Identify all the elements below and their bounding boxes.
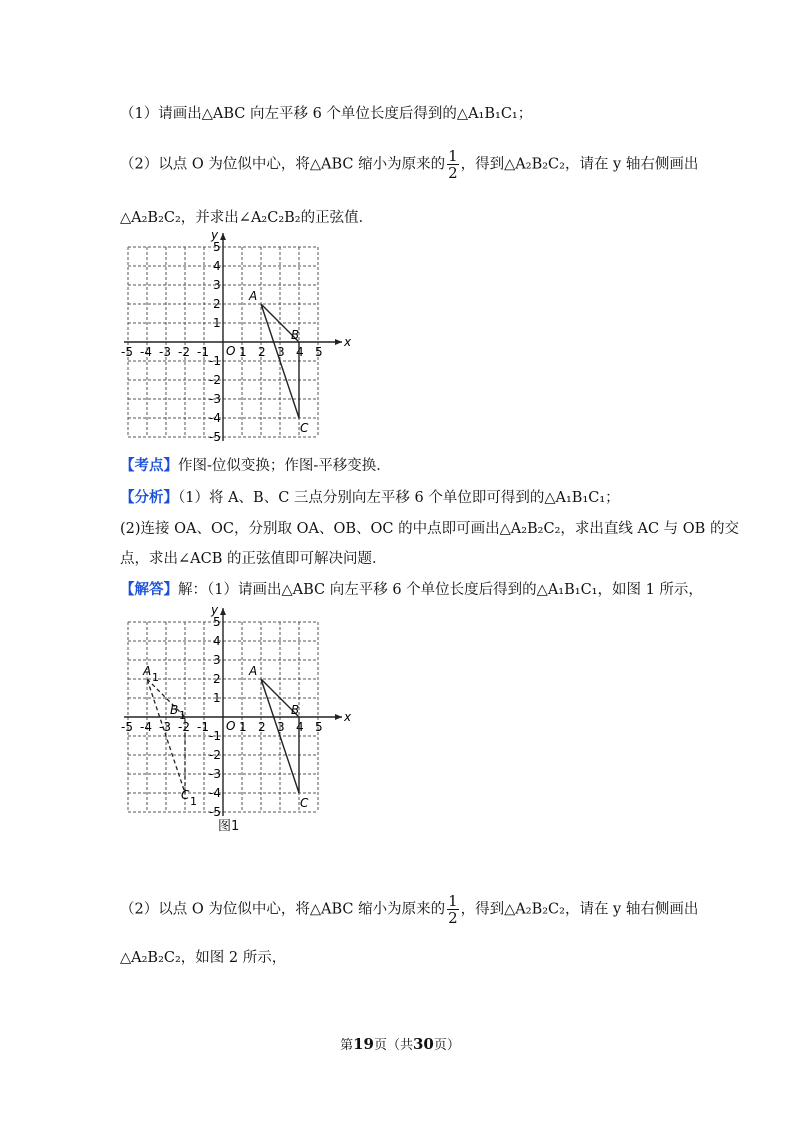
x-tick-label: -3 bbox=[159, 720, 171, 734]
x-tick-label: 3 bbox=[277, 720, 285, 734]
fenxi-text-1: （1）将 A、B、C 三点分别向左平移 6 个单位即可得到的△A₁B₁C₁； bbox=[178, 490, 620, 506]
x-tick-label: -3 bbox=[159, 345, 171, 359]
point-label-c1-sub: 1 bbox=[190, 795, 197, 808]
point-label-c1: C bbox=[181, 788, 190, 802]
y-tick-label: -3 bbox=[209, 392, 221, 406]
point-label-c: C bbox=[300, 796, 309, 810]
y-axis-arrow bbox=[220, 233, 226, 240]
origin-label: O bbox=[226, 719, 236, 733]
answer-fraction-denominator: 2 bbox=[448, 909, 458, 927]
y-tick-label: 5 bbox=[213, 615, 221, 629]
fraction-one-half bbox=[447, 148, 459, 181]
x-axis-arrow bbox=[335, 339, 342, 345]
jieda-line bbox=[120, 578, 703, 599]
answer-2-line-1 bbox=[120, 893, 698, 926]
origin-label: O bbox=[226, 344, 236, 358]
point-label-a1-sub: 1 bbox=[152, 671, 159, 684]
footer-middle: 页（共 bbox=[373, 1038, 413, 1053]
page-footer bbox=[0, 1034, 800, 1053]
fenxi-line-1 bbox=[120, 486, 620, 507]
x-tick-label: 2 bbox=[258, 720, 266, 734]
x-tick-label: 1 bbox=[239, 720, 247, 734]
coordinate-figure-1 bbox=[121, 603, 352, 821]
y-tick-label: 4 bbox=[213, 634, 221, 648]
y-tick-label: -2 bbox=[209, 373, 221, 387]
coordinate-grid-figure-1 bbox=[121, 603, 352, 819]
point-label-a: A bbox=[249, 289, 258, 303]
x-tick-label: 2 bbox=[258, 345, 266, 359]
footer-total-pages: 30 bbox=[413, 1035, 434, 1053]
y-axis-label: y bbox=[211, 228, 219, 242]
x-tick-label: 1 bbox=[239, 345, 247, 359]
y-tick-label: 2 bbox=[213, 672, 221, 686]
kaodian-tag: 【考点】 bbox=[120, 457, 178, 474]
y-tick-label: 3 bbox=[213, 653, 221, 667]
fenxi-line-2: (2)连接 OA、OC，分别取 OA、OB、OC 的中点即可画出△A₂B₂C₂，求出直线 AC 与 OB 的交 bbox=[120, 521, 739, 537]
y-tick-label: -3 bbox=[209, 767, 221, 781]
jieda-tag: 【解答】 bbox=[120, 581, 178, 598]
x-tick-label: 5 bbox=[315, 345, 323, 359]
y-tick-label: 1 bbox=[213, 691, 221, 705]
footer-page-number: 19 bbox=[353, 1035, 374, 1053]
kaodian-text: 作图-位似变换；作图-平移变换． bbox=[178, 458, 391, 474]
y-tick-label: 5 bbox=[213, 240, 221, 254]
fraction-denominator: 2 bbox=[448, 164, 458, 182]
x-tick-label: -5 bbox=[121, 345, 133, 359]
fraction-numerator: 1 bbox=[448, 147, 458, 165]
question-2-prefix: （2）以点 O 为位似中心，将△ABC 缩小为原来的 bbox=[120, 156, 446, 173]
point-label-a1: A bbox=[143, 664, 152, 678]
x-tick-label: -4 bbox=[140, 720, 152, 734]
point-label-b: B bbox=[291, 328, 300, 342]
point-label-c: C bbox=[300, 421, 309, 435]
y-tick-label: -5 bbox=[209, 805, 221, 819]
jieda-text: 解：（1）请画出△ABC 向左平移 6 个单位长度后得到的△A₁B₁C₁，如图 1 所示， bbox=[178, 582, 703, 598]
question-2-line-2: △A₂B₂C₂，并求出∠A₂C₂B₂的正弦值． bbox=[120, 210, 374, 226]
y-tick-label: 4 bbox=[213, 259, 221, 273]
y-tick-label: -1 bbox=[209, 729, 221, 743]
y-tick-label: 1 bbox=[213, 316, 221, 330]
fenxi-tag: 【分析】 bbox=[120, 489, 178, 506]
fenxi-line-3: 点，求出∠ACB 的正弦值即可解决问题． bbox=[120, 551, 387, 567]
x-tick-label: -5 bbox=[121, 720, 133, 734]
y-tick-label: -2 bbox=[209, 748, 221, 762]
y-tick-label: -4 bbox=[209, 411, 221, 425]
question-2-line-1 bbox=[120, 148, 698, 181]
point-label-b: B bbox=[291, 703, 300, 717]
x-tick-label: -2 bbox=[178, 720, 190, 734]
footer-prefix: 第 bbox=[340, 1038, 354, 1053]
x-tick-label: -2 bbox=[178, 345, 190, 359]
kaodian-line bbox=[120, 454, 391, 475]
x-tick-label: -1 bbox=[197, 345, 209, 359]
x-tick-label: -4 bbox=[140, 345, 152, 359]
y-tick-label: -5 bbox=[209, 430, 221, 444]
point-label-b1: B bbox=[170, 703, 179, 717]
y-axis-arrow bbox=[220, 608, 226, 615]
x-axis-label: x bbox=[344, 710, 352, 724]
point-label-b1-sub: 1 bbox=[179, 709, 186, 722]
x-tick-label: 3 bbox=[277, 345, 285, 359]
question-1: （1）请画出△ABC 向左平移 6 个单位长度后得到的△A₁B₁C₁； bbox=[120, 106, 533, 122]
x-tick-label: 4 bbox=[296, 345, 304, 359]
x-tick-label: 4 bbox=[296, 720, 304, 734]
question-2-suffix: ，得到△A₂B₂C₂，请在 y 轴右侧画出 bbox=[460, 156, 699, 173]
answer-2-suffix: ，得到△A₂B₂C₂，请在 y 轴右侧画出 bbox=[460, 901, 699, 918]
coordinate-grid-original bbox=[121, 228, 352, 444]
figure-1-caption: 图1 bbox=[218, 819, 240, 834]
answer-2-prefix: （2）以点 O 为位似中心，将△ABC 缩小为原来的 bbox=[120, 901, 446, 918]
y-tick-label: -1 bbox=[209, 354, 221, 368]
footer-suffix: 页） bbox=[433, 1038, 460, 1053]
y-tick-label: 2 bbox=[213, 297, 221, 311]
answer-fraction-one-half bbox=[447, 893, 459, 926]
coordinate-figure-original bbox=[121, 228, 352, 446]
y-tick-label: 3 bbox=[213, 278, 221, 292]
y-axis-label: y bbox=[211, 603, 219, 617]
answer-2-line-2: △A₂B₂C₂，如图 2 所示， bbox=[120, 950, 287, 966]
x-tick-label: -1 bbox=[197, 720, 209, 734]
x-tick-label: 5 bbox=[315, 720, 323, 734]
answer-fraction-numerator: 1 bbox=[448, 892, 458, 910]
x-axis-arrow bbox=[335, 714, 342, 720]
x-axis-label: x bbox=[344, 335, 352, 349]
point-label-a: A bbox=[249, 664, 258, 678]
y-tick-label: -4 bbox=[209, 786, 221, 800]
